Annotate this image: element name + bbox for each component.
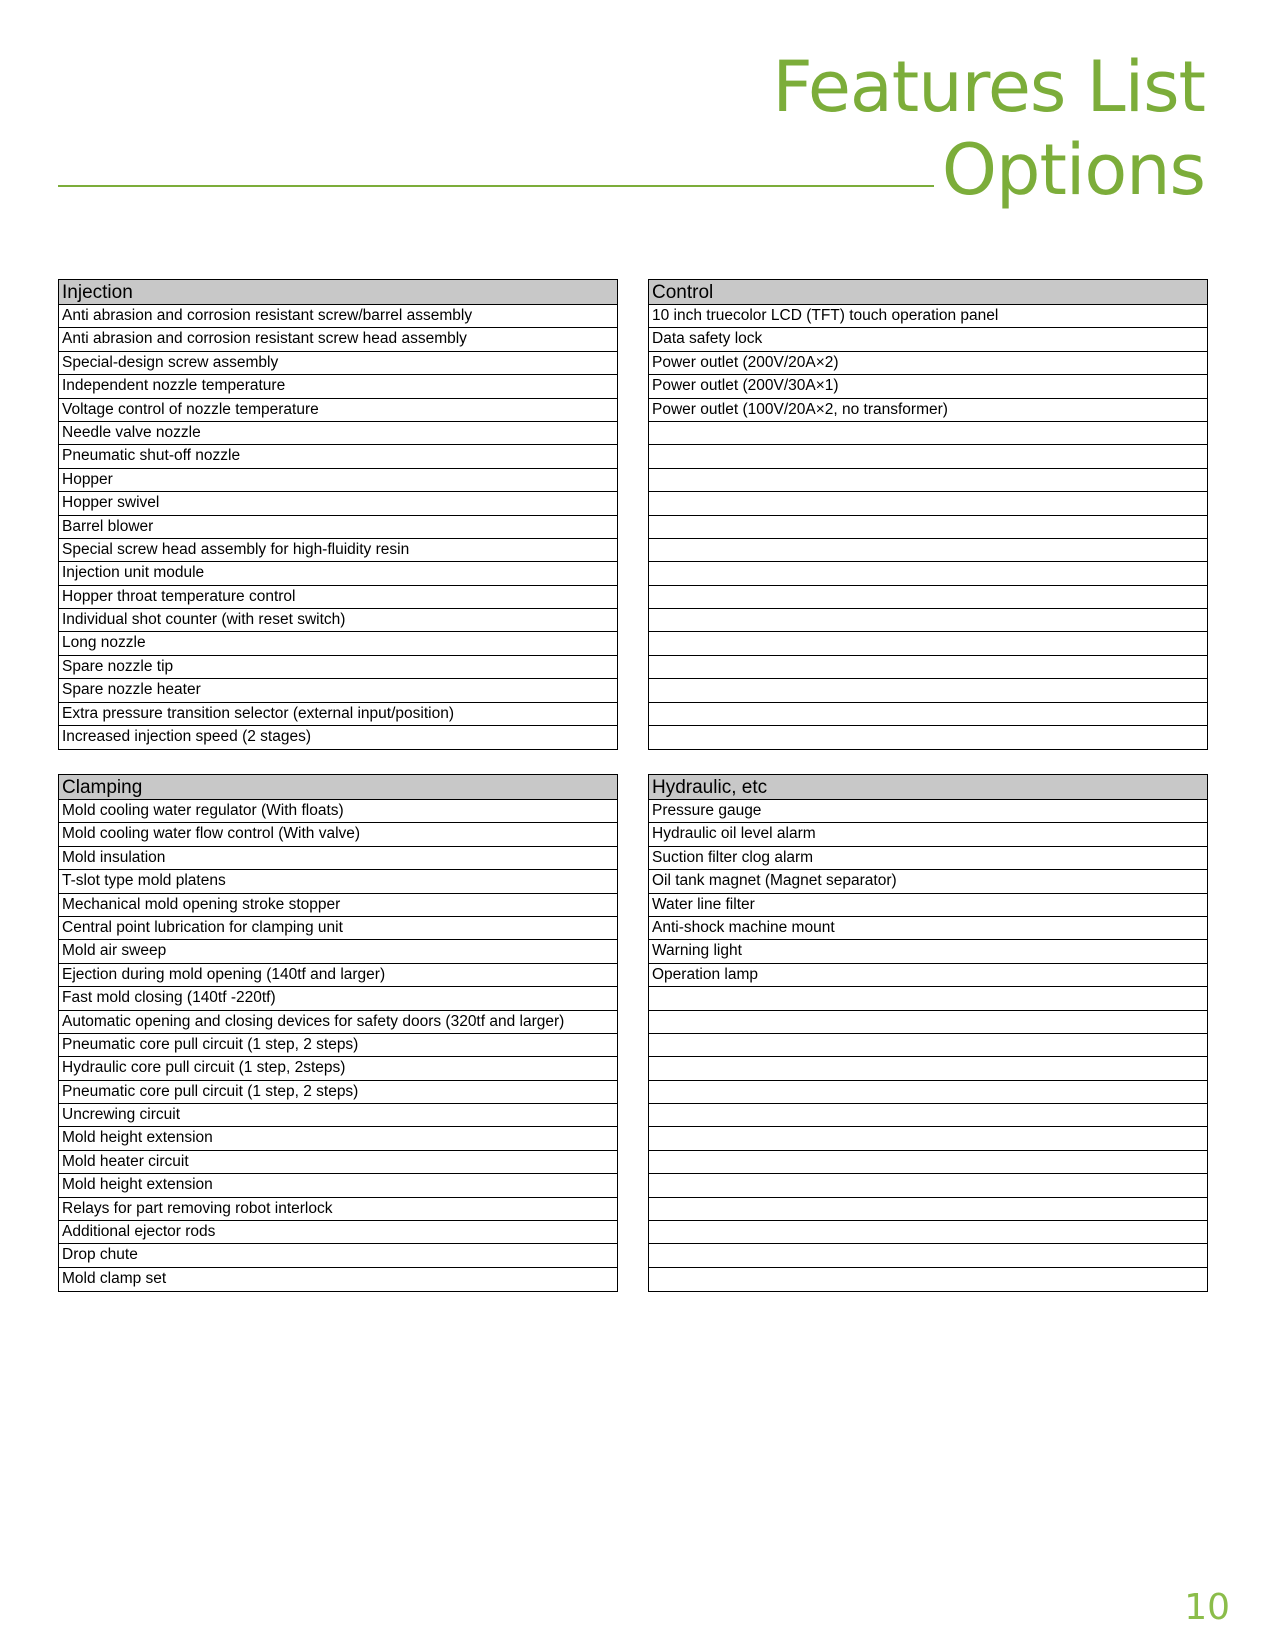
table-row — [649, 1221, 1207, 1244]
hydraulic-table-header: Hydraulic, etc — [649, 775, 1207, 800]
control-table-rows — [649, 305, 1207, 749]
table-row: Uncrewing circuit — [59, 1104, 617, 1127]
table-row: Extra pressure transition selector (external input/position) — [59, 703, 617, 726]
table-row: Anti abrasion and corrosion resistant screw/barrel assembly — [59, 305, 617, 328]
table-row: Relays for part removing robot interlock — [59, 1198, 617, 1221]
table-row: Hopper — [59, 469, 617, 492]
clamping-table-header: Clamping — [59, 775, 617, 800]
table-row — [649, 562, 1207, 585]
table-row — [649, 1268, 1207, 1291]
table-row: Operation lamp — [649, 964, 1207, 987]
table-row — [649, 1127, 1207, 1150]
table-row: T-slot type mold platens — [59, 870, 617, 893]
table-row: Spare nozzle heater — [59, 679, 617, 702]
table-row: Hydraulic core pull circuit (1 step, 2steps) — [59, 1057, 617, 1080]
table-row — [649, 1034, 1207, 1057]
page-title-line2: Options — [941, 129, 1205, 211]
table-row: Anti abrasion and corrosion resistant screw head assembly — [59, 328, 617, 351]
table-row — [649, 632, 1207, 655]
table-row: Mold air sweep — [59, 940, 617, 963]
table-row — [649, 422, 1207, 445]
table-row — [649, 679, 1207, 702]
table-row — [649, 987, 1207, 1010]
table-row: Anti-shock machine mount — [649, 917, 1207, 940]
table-row: Pneumatic core pull circuit (1 step, 2 steps) — [59, 1081, 617, 1104]
table-row: Independent nozzle temperature — [59, 375, 617, 398]
table-row: Long nozzle — [59, 632, 617, 655]
table-row — [649, 1198, 1207, 1221]
table-row: Ejection during mold opening (140tf and larger) — [59, 964, 617, 987]
table-row: Individual shot counter (with reset switch) — [59, 609, 617, 632]
control-table-header: Control — [649, 280, 1207, 305]
table-row — [649, 586, 1207, 609]
table-row: Mold insulation — [59, 847, 617, 870]
hydraulic-table-rows — [649, 800, 1207, 1291]
table-row: Mold cooling water regulator (With floats) — [59, 800, 617, 823]
table-row: Barrel blower — [59, 516, 617, 539]
table-row: Mold height extension — [59, 1174, 617, 1197]
table-row: Oil tank magnet (Magnet separator) — [649, 870, 1207, 893]
table-row: Power outlet (100V/20A×2, no transformer) — [649, 399, 1207, 422]
table-row: Additional ejector rods — [59, 1221, 617, 1244]
table-row: Hopper throat temperature control — [59, 586, 617, 609]
table-row: Central point lubrication for clamping unit — [59, 917, 617, 940]
table-row: Injection unit module — [59, 562, 617, 585]
table-row — [649, 726, 1207, 749]
table-row: Power outlet (200V/20A×2) — [649, 352, 1207, 375]
table-row: Warning light — [649, 940, 1207, 963]
table-row: 10 inch truecolor LCD (TFT) touch operation panel — [649, 305, 1207, 328]
table-row: Water line filter — [649, 894, 1207, 917]
header-rule — [58, 185, 934, 187]
table-row: Automatic opening and closing devices for safety doors (320tf and larger) — [59, 1011, 617, 1034]
table-row: Spare nozzle tip — [59, 656, 617, 679]
table-row — [649, 1174, 1207, 1197]
table-row: Drop chute — [59, 1244, 617, 1267]
table-row — [649, 539, 1207, 562]
table-row — [649, 492, 1207, 515]
table-row — [649, 1011, 1207, 1034]
table-row: Mold cooling water flow control (With valve) — [59, 823, 617, 846]
table-row: Suction filter clog alarm — [649, 847, 1207, 870]
table-row — [649, 656, 1207, 679]
table-row — [649, 445, 1207, 468]
table-row — [649, 1081, 1207, 1104]
table-row — [649, 609, 1207, 632]
clamping-table — [58, 774, 618, 1292]
control-table — [648, 279, 1208, 750]
injection-table-header: Injection — [59, 280, 617, 305]
table-row: Pneumatic core pull circuit (1 step, 2 steps) — [59, 1034, 617, 1057]
table-row: Special screw head assembly for high-fluidity resin — [59, 539, 617, 562]
table-row: Increased injection speed (2 stages) — [62, 728, 312, 746]
page-number: 10 — [1184, 1587, 1230, 1628]
table-row — [649, 1057, 1207, 1080]
page-title-line1: Features List — [772, 46, 1205, 128]
table-row: Mold clamp set — [62, 1269, 167, 1287]
table-row — [649, 703, 1207, 726]
table-row — [649, 1151, 1207, 1174]
table-row: Special-design screw assembly — [59, 352, 617, 375]
table-row: Hydraulic oil level alarm — [649, 823, 1207, 846]
table-row — [649, 469, 1207, 492]
table-row — [649, 1104, 1207, 1127]
table-row: Pressure gauge — [649, 800, 1207, 823]
clamping-table-rows — [59, 800, 617, 1291]
table-row: Mechanical mold opening stroke stopper — [59, 894, 617, 917]
table-row: Fast mold closing (140tf -220tf) — [59, 987, 617, 1010]
table-row: Voltage control of nozzle temperature — [59, 399, 617, 422]
table-row: Power outlet (200V/30A×1) — [649, 375, 1207, 398]
table-row: Pneumatic shut-off nozzle — [59, 445, 617, 468]
injection-table — [58, 279, 618, 750]
table-row — [649, 516, 1207, 539]
table-row: Mold heater circuit — [59, 1151, 617, 1174]
table-row: Hopper swivel — [59, 492, 617, 515]
injection-table-rows — [59, 305, 617, 749]
table-row — [649, 1244, 1207, 1267]
table-row: Needle valve nozzle — [59, 422, 617, 445]
table-row: Data safety lock — [649, 328, 1207, 351]
hydraulic-table — [648, 774, 1208, 1292]
table-row: Mold height extension — [59, 1127, 617, 1150]
